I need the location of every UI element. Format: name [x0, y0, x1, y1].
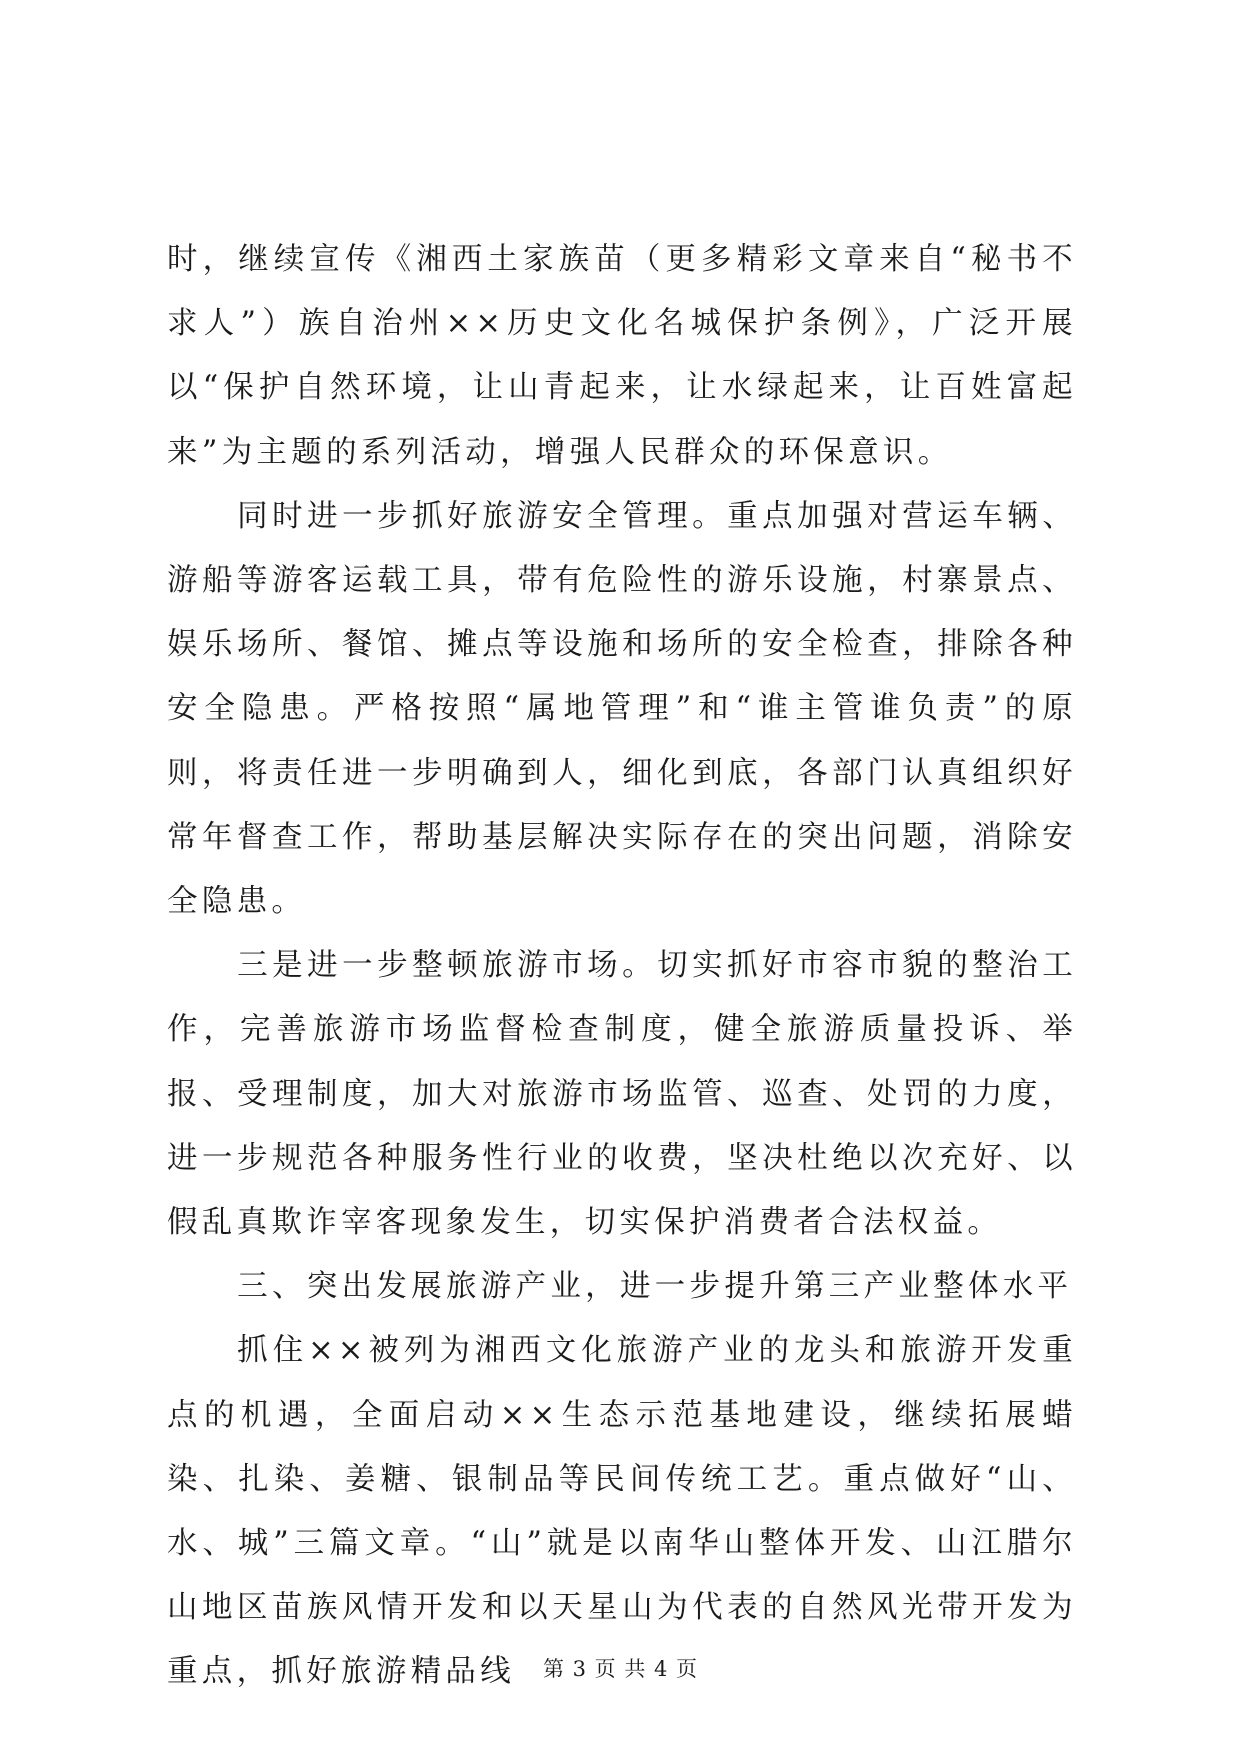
page-number-footer: 第 3 页 共 4 页	[542, 1657, 699, 1681]
section-heading: 三、突出发展旅游产业，进一步提升第三产业整体水平	[237, 1269, 1073, 1305]
paragraph-3: 三是进一步整顿旅游市场。切实抓好市容市貌的整治工作，完善旅游市场监督检查制度，健全旅游质量投诉、举报、受理制度，加大对旅游市场监管、巡查、处罚的力度，进一步规范各种服务性行业的收费，坚决杜绝以次充好、以假乱真欺诈宰客现象发生，切实保护消费者合法权益。	[167, 948, 1077, 1241]
paragraph-2: 同时进一步抓好旅游安全管理。重点加强对营运车辆、游船等游客运载工具，带有危险性的游乐设施，村寨景点、娱乐场所、餐馆、摊点等设施和场所的安全检查，排除各种安全隐患。严格按照“属地管理”和“谁主管谁负责”的原则，将责任进一步明确到人，细化到底，各部门认真组织好常年督查工作，帮助基层解决实际存在的突出问题，消除安全隐患。	[167, 498, 1077, 920]
paragraph-5: 抓住××被列为湘西文化旅游产业的龙头和旅游开发重点的机遇，全面启动××生态示范基地建设，继续拓展蜡染、扎染、姜糖、银制品等民间传统工艺。重点做好“山、水、城”三篇文章。“山”就是以南华山整体开发、山江腊尔山地区苗族风情开发和以天星山为代表的自然风光带开发为重点，抓好旅游精品线	[167, 1333, 1077, 1690]
paragraph-1: 时，继续宣传《湘西土家族苗（更多精彩文章来自“秘书不求人”）族自治州××历史文化名城保护条例》，广泛开展以“保护自然环境，让山青起来，让水绿起来，让百姓富起来”为主题的系列活动，增强人民群众的环保意识。	[167, 242, 1077, 470]
document-body	[167, 228, 1077, 1705]
